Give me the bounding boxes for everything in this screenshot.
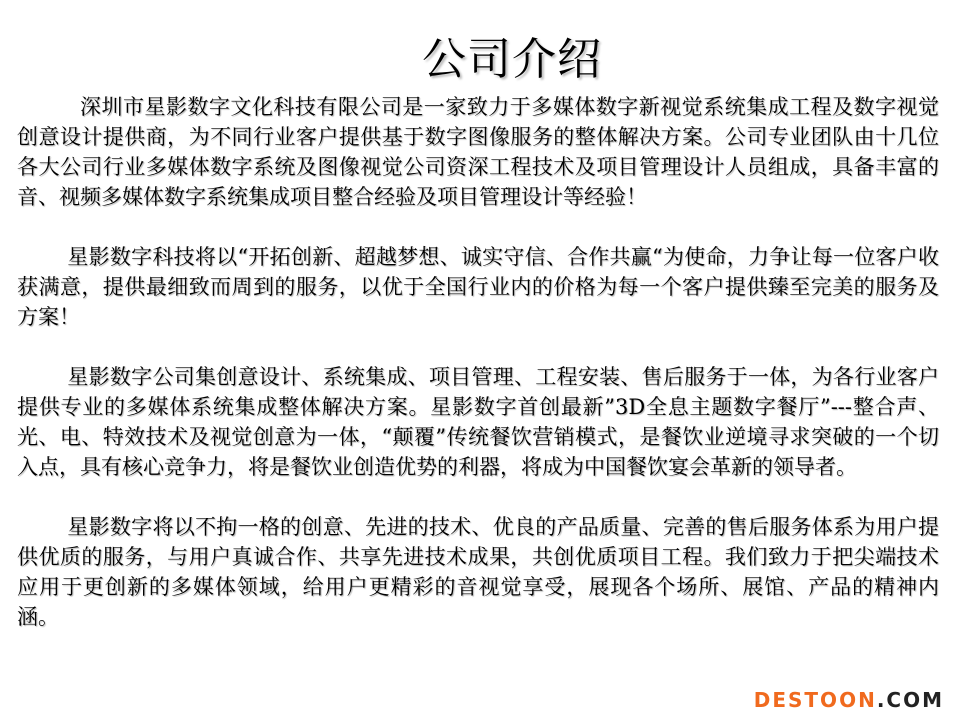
paragraph-commitment: 星影数字将以不拘一格的创意、先进的技术、优良的产品质量、完善的售后服务体系为用户提供优质的服务，与用户真诚合作、共享先进技术成果，共创优质项目工程。我们致力于把尖端技术应用于更创新的多媒体领域，给用户更精彩的音视觉享受，展现各个场所、展馆、产品的精神内涵。 bbox=[17, 515, 939, 629]
company-intro-text bbox=[17, 92, 939, 662]
watermark-main: DESTOON bbox=[753, 688, 877, 712]
paragraph-mission: 星影数字科技将以“开拓创新、超越梦想、诚实守信、合作共赢“为使命，力争让每一位客户收获满意，提供最细致而周到的服务，以优于全国行业内的价格为每一个客户提供臻至完美的服务及方案！ bbox=[17, 245, 939, 329]
paragraph-company-overview: 深圳市星影数字文化科技有限公司是一家致力于多媒体数字新视觉系统集成工程及数字视觉创意设计提供商，为不同行业客户提供基于数字图像服务的整体解决方案。公司专业团队由十几位各大公司行业多媒体数字系统及图像视觉公司资深工程技术及项目管理设计人员组成，具备丰富的音、视频多媒体数字系统集成项目整合经验及项目管理设计等经验！ bbox=[17, 95, 939, 209]
watermark-logo bbox=[754, 688, 944, 712]
paragraph-services: 星影数字公司集创意设计、系统集成、项目管理、工程安装、售后服务于一体，为各行业客户提供专业的多媒体系统集成整体解决方案。星影数字首创最新”3D全息主题数字餐厅”---整合声、光、电、特效技术及视觉创意为一体，“颠覆”传统餐饮营销模式，是餐饮业逆境寻求突破的一个切入点，具有核心竞争力，将是餐饮业创造优势的利器，将成为中国餐饮宴会革新的领导者。 bbox=[17, 365, 939, 479]
page-title: 公司介绍 bbox=[422, 34, 602, 85]
watermark-tld: .COM bbox=[876, 688, 944, 712]
